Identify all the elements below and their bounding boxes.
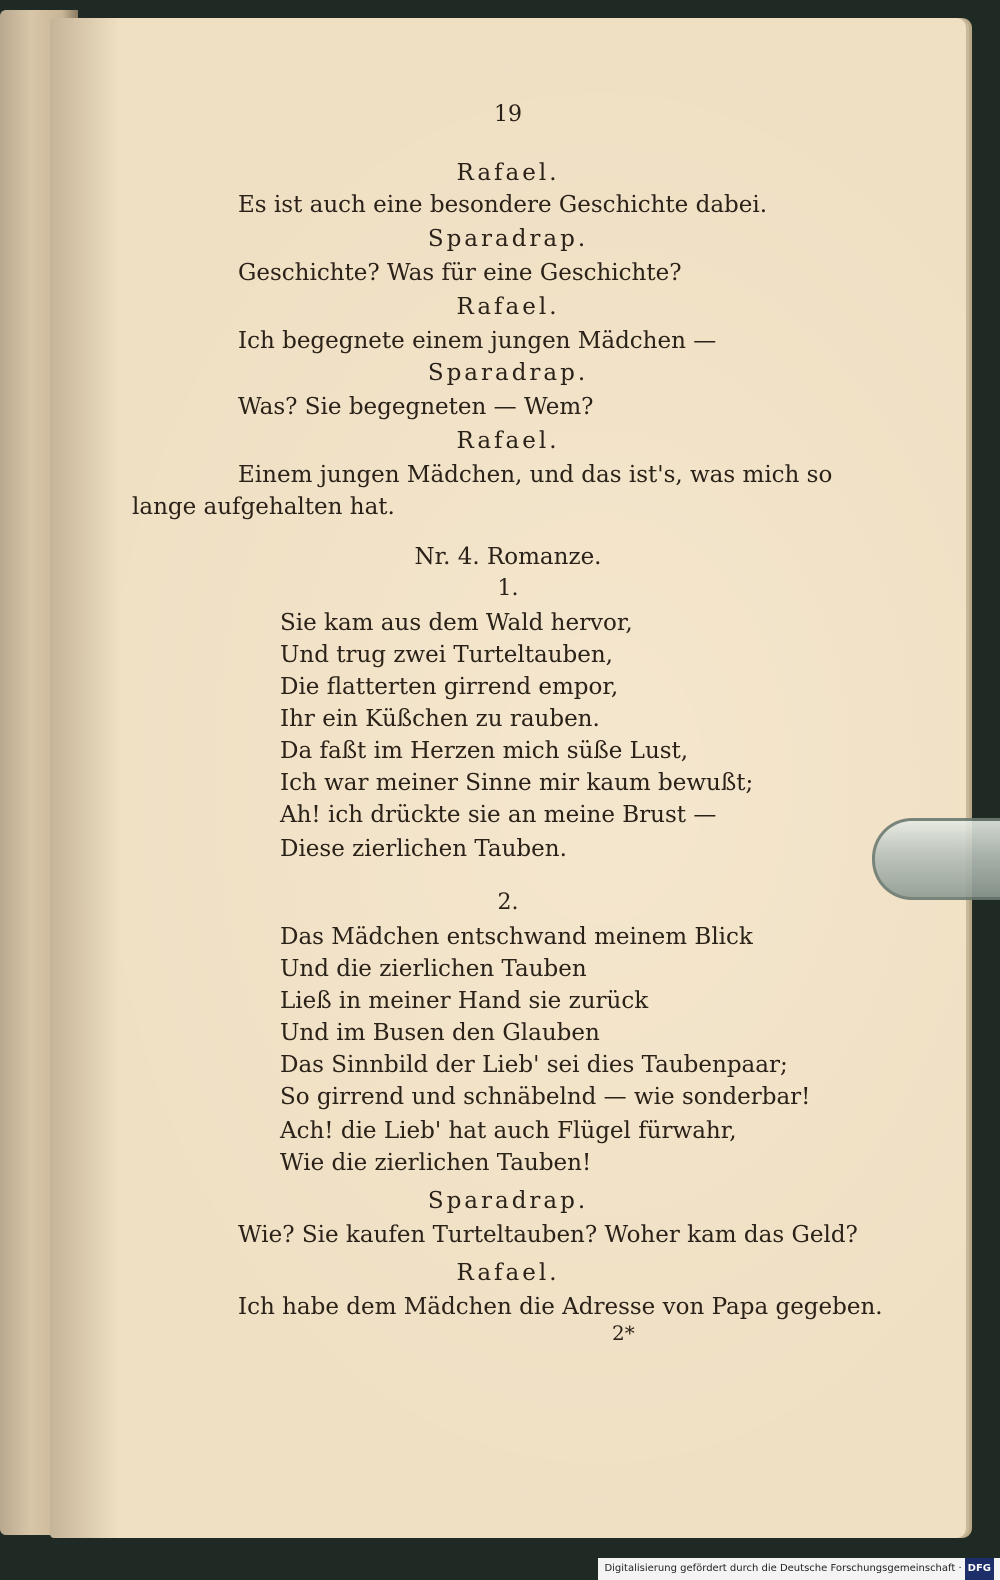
verse-line: Die flatterten girrend empor, [280,674,619,700]
dialogue-line: Geschichte? Was für eine Geschichte? [238,260,682,286]
verse-line: Ließ in meiner Hand sie zurück [280,988,649,1014]
verse-line: Und trug zwei Turteltauben, [280,642,613,668]
dialogue-line: Ich habe dem Mädchen die Adresse von Papa gegeben. [238,1294,883,1320]
dialogue-line: Es ist auch eine besondere Geschichte dabei. [238,192,768,218]
dialogue-line: Einem jungen Mädchen, und das ist's, was mich so [238,462,833,488]
verse-line: Und im Busen den Glauben [280,1020,600,1046]
speaker-name: Rafael. [456,160,560,186]
speaker-name: Rafael. [456,428,560,454]
verse-line: Wie die zierlichen Tauben! [280,1150,592,1176]
dialogue-line: Ich begegnete einem jungen Mädchen — [238,328,717,354]
dialogue-line: Wie? Sie kaufen Turteltauben? Woher kam das Geld? [238,1222,858,1248]
verse-line: Ah! ich drückte sie an meine Brust — [280,802,717,828]
digitization-footer [598,1558,1000,1580]
verse-line: Da faßt im Herzen mich süße Lust, [280,738,689,764]
stanza-number: 2. [497,890,519,915]
speaker-name: Sparadrap. [427,1188,589,1214]
page-number: 19 [494,102,522,127]
speaker-name: Sparadrap. [427,226,589,252]
speaker-name: Sparadrap. [427,360,589,386]
verse-line: Sie kam aus dem Wald hervor, [280,610,633,636]
book-page [50,18,966,1538]
speaker-name: Rafael. [456,294,560,320]
dfg-logo: DFG [965,1558,994,1580]
verse-line: Diese zierlichen Tauben. [280,836,567,862]
verse-line: So girrend und schnäbelnd — wie sonderbar! [280,1084,811,1110]
footer-text: Digitalisierung gefördert durch die Deutsche Forschungsgemeinschaft · [604,1563,962,1574]
signature-mark: 2* [612,1321,635,1345]
verse-line: Das Sinnbild der Lieb' sei dies Taubenpaar; [280,1052,788,1078]
song-title: Nr. 4. Romanze. [414,544,602,570]
stanza-number: 1. [497,576,519,601]
verse-line: Und die zierlichen Tauben [280,956,587,982]
page-clip [872,818,1000,900]
speaker-name: Rafael. [456,1260,560,1286]
verse-line: Ich war meiner Sinne mir kaum bewußt; [280,770,754,796]
verse-line: Ihr ein Küßchen zu rauben. [280,706,600,732]
dialogue-line: lange aufgehalten hat. [132,494,395,520]
verse-line: Das Mädchen entschwand meinem Blick [280,924,753,950]
dialogue-line: Was? Sie begegneten — Wem? [238,394,594,420]
verse-line: Ach! die Lieb' hat auch Flügel fürwahr, [280,1118,737,1144]
